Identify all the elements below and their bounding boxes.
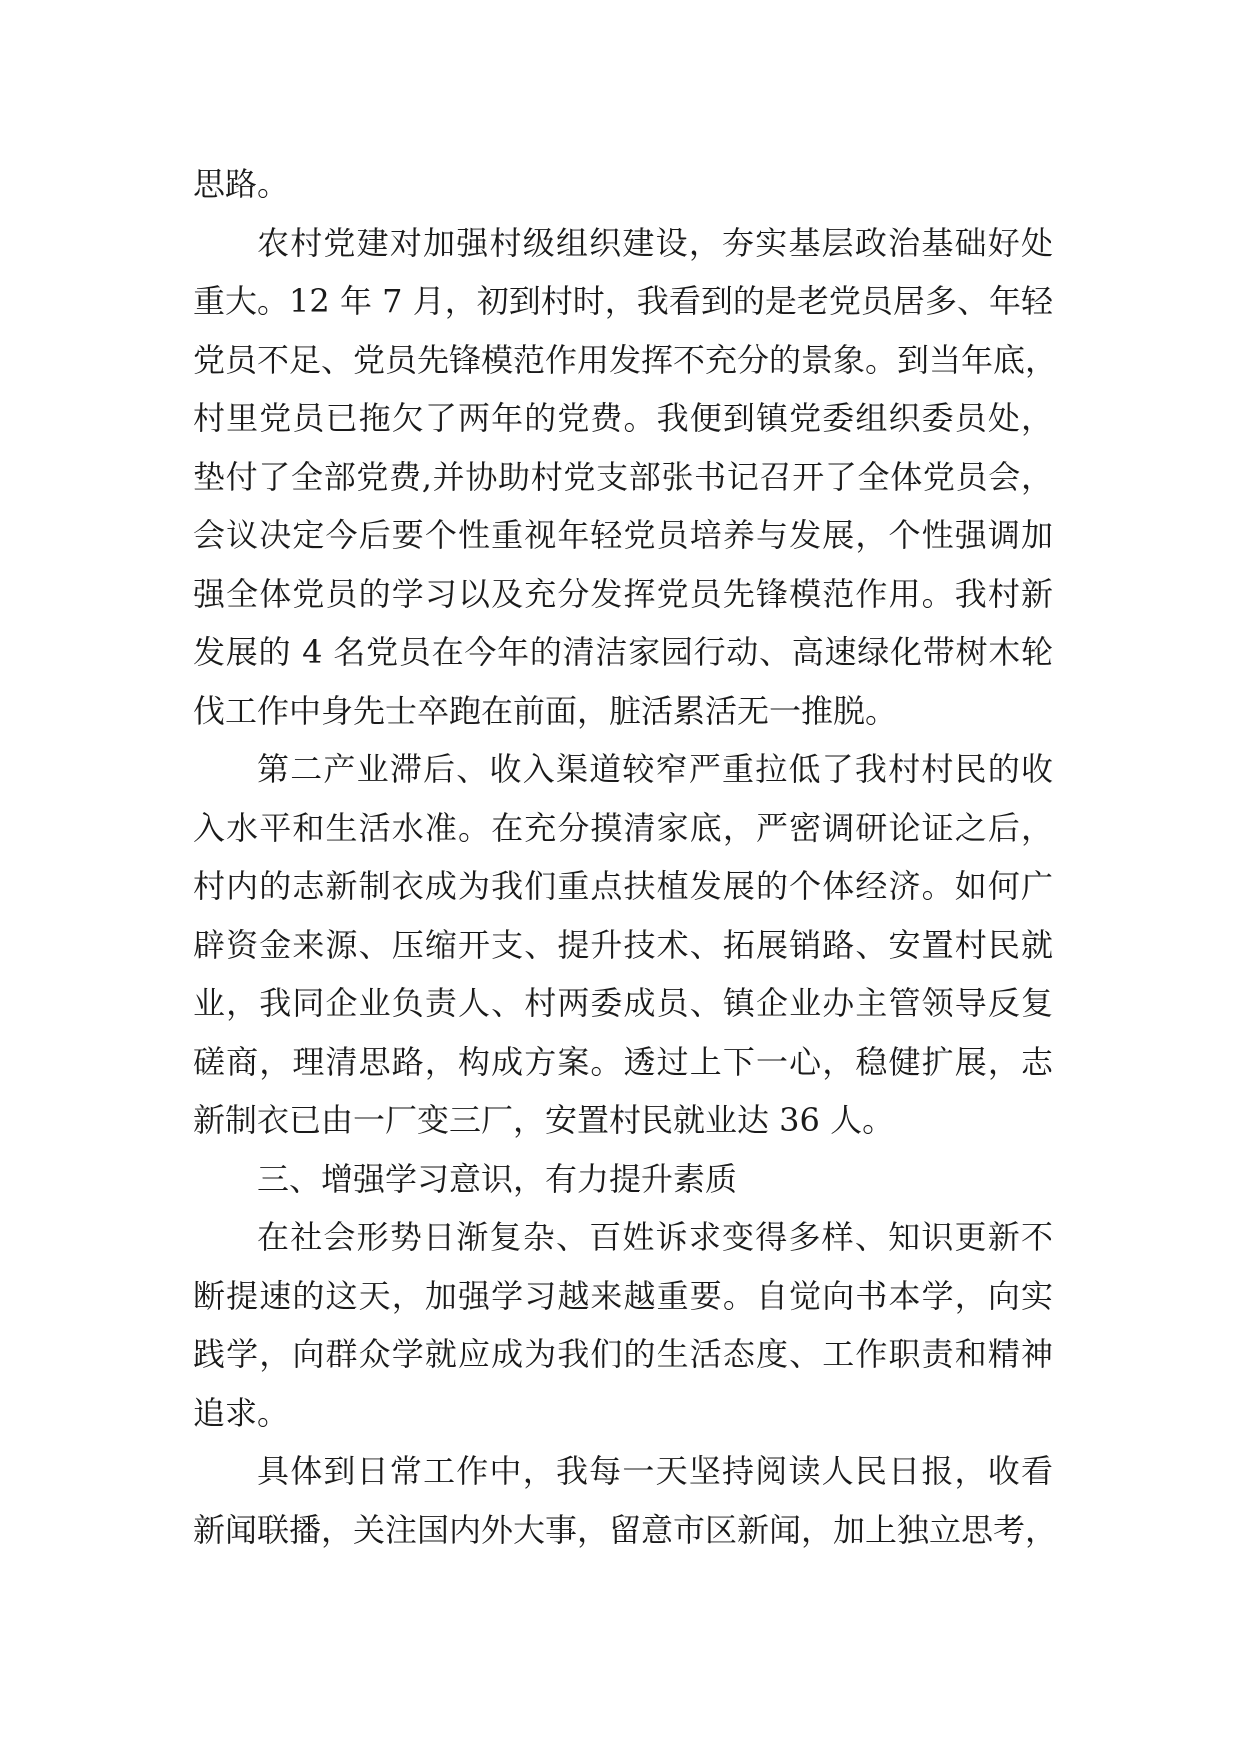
text-line: 强全体党员的学习以及充分发挥党员先锋模范作用。我村新 bbox=[193, 574, 1053, 613]
text-line: 追求。 bbox=[193, 1393, 290, 1432]
text-line: 新制衣已由一厂变三厂，安置村民就业达 36 人。 bbox=[193, 1101, 895, 1139]
text-line: 新闻联播，关注国内外大事，留意市区新闻，加上独立思考， bbox=[193, 1510, 1058, 1549]
text-line: 垫付了全部党费,并协助村党支部张书记召开了全体党员会， bbox=[193, 457, 1053, 496]
text-line: 党员不足、党员先锋模范作用发挥不充分的景象。到当年底， bbox=[193, 340, 1058, 379]
text-line: 伐工作中身先士卒跑在前面，脏活累活无一推脱。 bbox=[193, 691, 898, 730]
text-line: 辟资金来源、压缩开支、提升技术、拓展销路、安置村民就 bbox=[193, 925, 1053, 964]
text-line: 践学，向群众学就应成为我们的生活态度、工作职责和精神 bbox=[193, 1335, 1053, 1373]
document-body bbox=[193, 155, 1058, 1559]
text-line: 磋商，理清思路，构成方案。透过上下一心，稳健扩展，志 bbox=[193, 1042, 1053, 1081]
text-line: 会议决定今后要个性重视年轻党员培养与发展，个性强调加 bbox=[193, 516, 1053, 554]
text-line: 村内的志新制衣成为我们重点扶植发展的个体经济。如何广 bbox=[193, 867, 1053, 905]
text-line: 村里党员已拖欠了两年的党费。我便到镇党委组织委员处， bbox=[193, 399, 1053, 437]
text-line: 业，我同企业负责人、村两委成员、镇企业办主管领导反复 bbox=[193, 984, 1053, 1022]
text-line: 三、增强学习意识，有力提升素质 bbox=[257, 1159, 738, 1198]
text-line: 第二产业滞后、收入渠道较窄严重拉低了我村村民的收 bbox=[257, 750, 1053, 788]
text-line: 农村党建对加强村级组织建设，夯实基层政治基础好处 bbox=[257, 223, 1053, 262]
text-line: 思路。 bbox=[193, 165, 290, 203]
text-line: 具体到日常工作中，我每一天坚持阅读人民日报，收看 bbox=[257, 1452, 1053, 1490]
text-line: 发展的 4 名党员在今年的清洁家园行动、高速绿化带树木轮 bbox=[193, 633, 1053, 671]
text-line: 断提速的这天，加强学习越来越重要。自觉向书本学，向实 bbox=[193, 1276, 1053, 1315]
text-line: 在社会形势日渐复杂、百姓诉求变得多样、知识更新不 bbox=[257, 1218, 1053, 1256]
text-line: 重大。12 年 7 月，初到村时，我看到的是老党员居多、年轻 bbox=[193, 282, 1053, 320]
text-line: 入水平和生活水准。在充分摸清家底，严密调研论证之后， bbox=[193, 808, 1053, 847]
